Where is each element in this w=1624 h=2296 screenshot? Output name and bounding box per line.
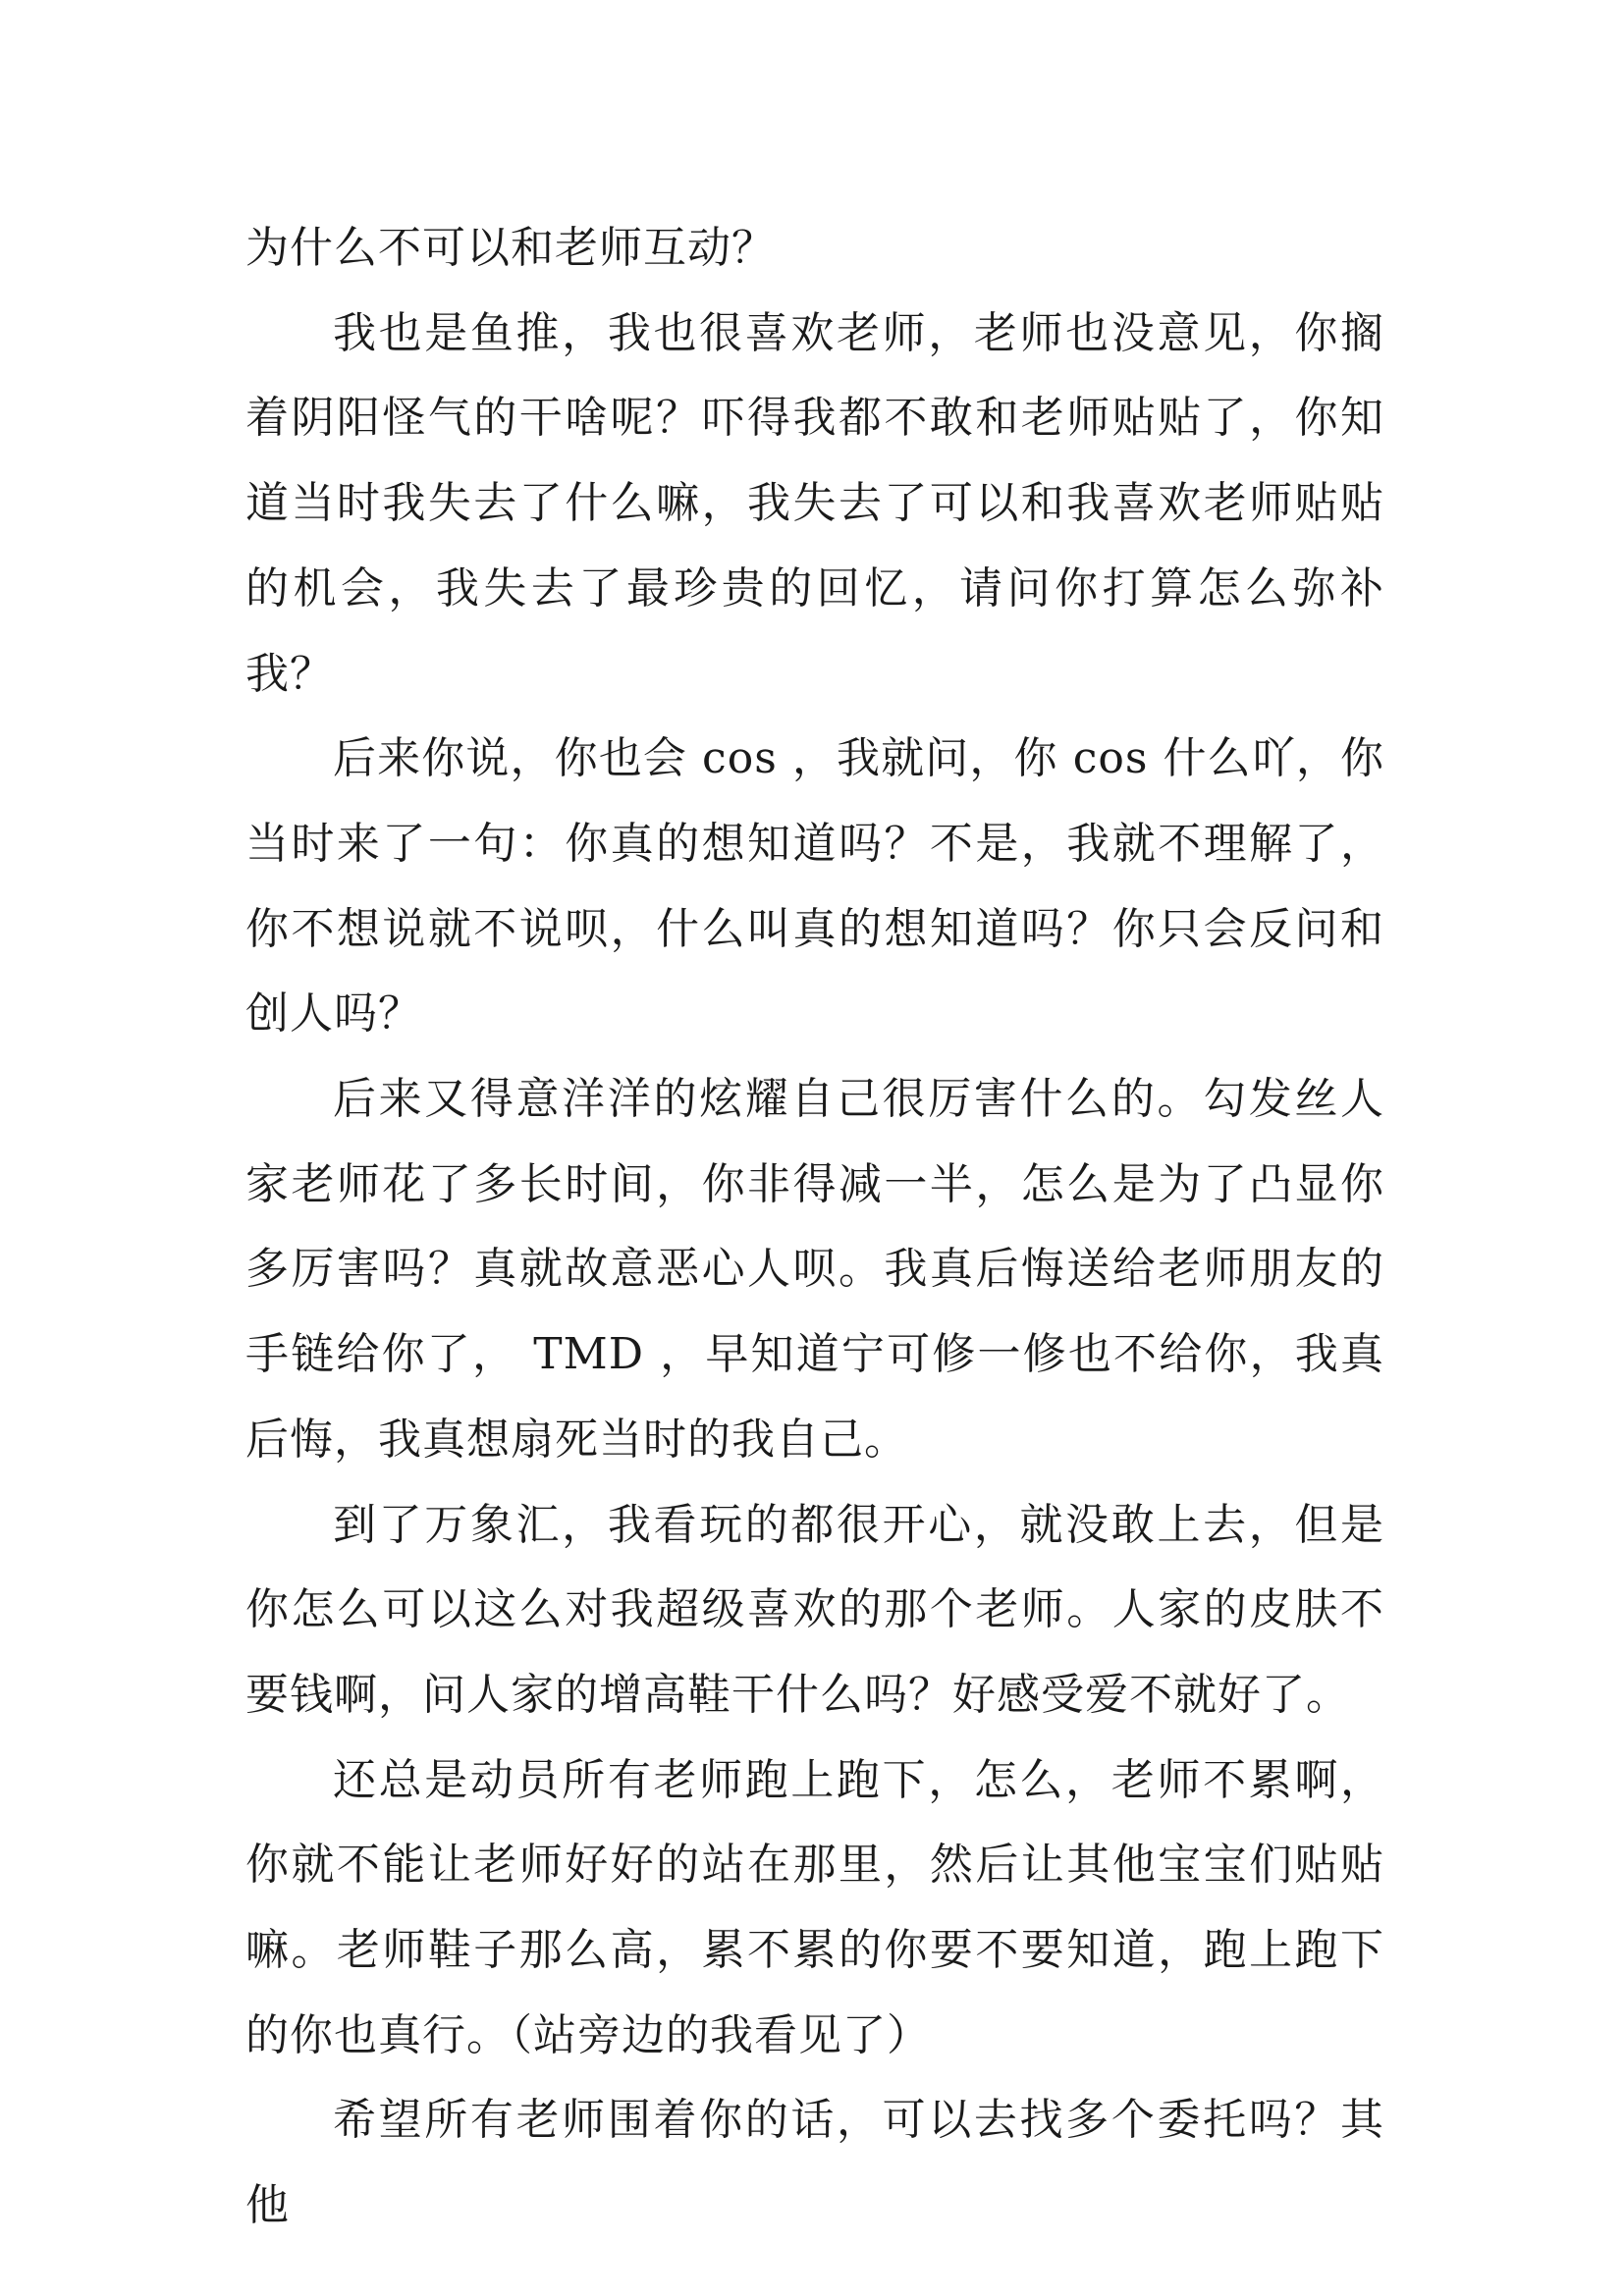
paragraph: 后来又得意洋洋的炫耀自己很厉害什么的。勾发丝人家老师花了多长时间，你非得减一半，怎么是为了凸显你多厉害吗？真就故意恶心人呗。我真后悔送给老师朋友的手链给你了， TMD ，早知道宁可修一修也不给你，我真后悔，我真想扇死当时的我自己。 bbox=[245, 1074, 1384, 1465]
document-page bbox=[245, 206, 1384, 2249]
paragraph: 到了万象汇，我看玩的都很开心，就没敢上去，但是你怎么可以这么对我超级喜欢的那个老师。人家的皮肤不要钱啊，问人家的增高鞋干什么吗？好感受爱不就好了。 bbox=[245, 1499, 1384, 1720]
paragraph: 我也是鱼推，我也很喜欢老师，老师也没意见，你搁着阴阳怪气的干啥呢？吓得我都不敢和老师贴贴了，你知道当时我失去了什么嘛，我失去了可以和我喜欢老师贴贴的机会，我失去了最珍贵的回忆，请问你打算怎么弥补我？ bbox=[245, 307, 1384, 699]
paragraph: 还总是动员所有老师跑上跑下，怎么，老师不累啊，你就不能让老师好好的站在那里，然后让其他宝宝们贴贴嘛。老师鞋子那么高，累不累的你要不要知道，跑上跑下的你也真行。（站旁边的我看见了） bbox=[245, 1754, 1384, 2060]
paragraph: 后来你说，你也会 cos ，我就问，你 cos 什么吖，你当时来了一句：你真的想知道吗？不是，我就不理解了，你不想说就不说呗，什么叫真的想知道吗？你只会反问和创人吗？ bbox=[245, 733, 1384, 1040]
paragraph-continuation: 为什么不可以和老师互动？ bbox=[245, 223, 776, 273]
paragraph: 希望所有老师围着你的话，可以去找多个委托吗？其他 bbox=[245, 2095, 1384, 2231]
